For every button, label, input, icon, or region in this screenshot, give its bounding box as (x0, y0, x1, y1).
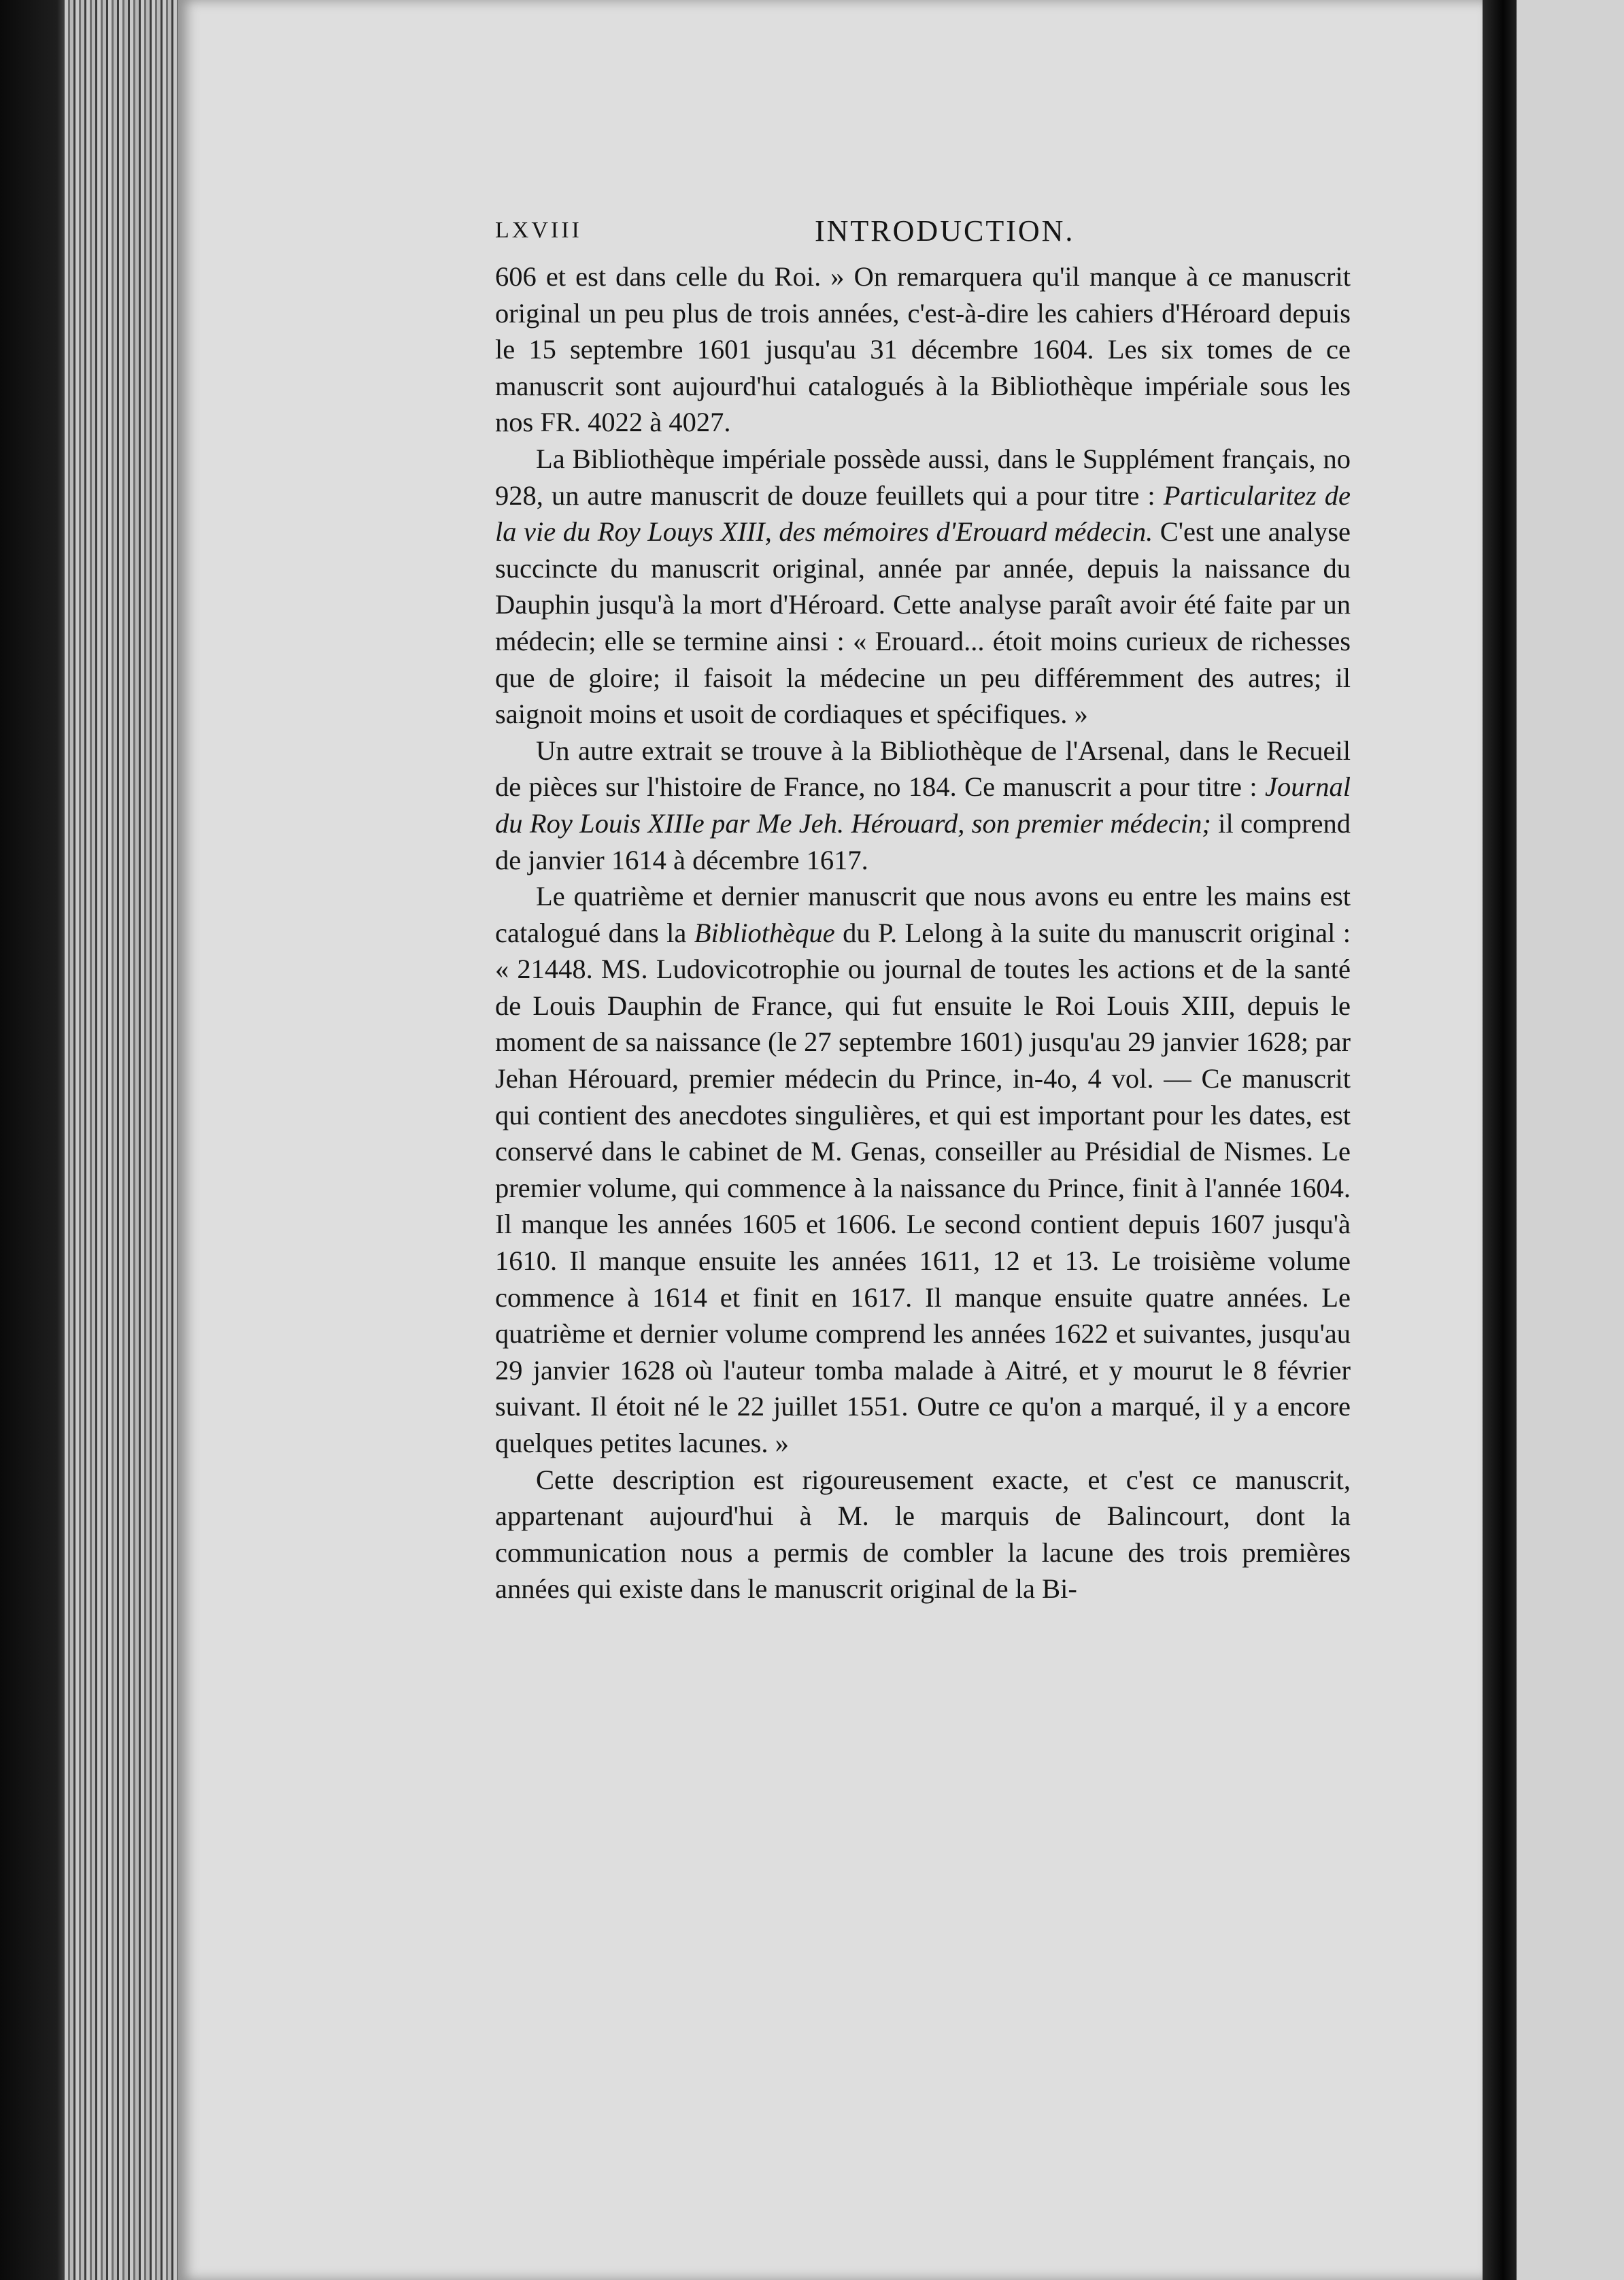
italic-title: Particularitez de la vie du Roy Louys XIII, des mémoires d'Erouard médecin. (495, 480, 1351, 548)
book-gutter (1483, 0, 1517, 2280)
text-run: 606 et est dans celle du Roi. » On remarquera qu'il manque à ce manuscrit original un peu plus de trois années, c'est-à-dire les cahiers d'Héroard depuis le 15 septembre 1601 jusqu'au 31 décembre 1604. Les six tomes de ce manuscrit sont aujourd'hui catalogués à la Bibliothèque impériale sous les nos FR. 4022 à 4027. (495, 261, 1351, 438)
paragraph (495, 733, 1351, 878)
italic-title: Bibliothèque (694, 917, 835, 948)
paragraph (495, 258, 1351, 441)
paragraph (495, 1462, 1351, 1607)
text-run: Un autre extrait se trouve à la Bibliothèque de l'Arsenal, dans le Recueil de pièces sur l'histoire de France, no 184. Ce manuscrit a pour titre : (495, 735, 1351, 803)
text-run: du P. Lelong à la suite du manuscrit original : « 21448. MS. Ludovicotrophie ou journal de toutes les actions et de la santé de Louis Dauphin de France, qui fut ensuite le Roi Louis XIII, depuis le moment de sa naissance (le 27 septembre 1601) jusqu'au 29 janvier 1628; par Jehan Hérouard, premier médecin du Prince, in-4o, 4 vol. — Ce manuscrit qui contient des anecdotes singulières, et qui est important pour les dates, est conservé dans le cabinet de M. Genas, conseiller au Présidial de Nismes. Le premier volume, qui commence à la naissance du Prince, finit à l'année 1604. Il manque les années 1605 et 1606. Le second contient depuis 1607 jusqu'à 1610. Il manque ensuite les années 1611, 12 et 13. Le troisième volume commence à 1614 et finit en 1617. Il manque ensuite quatre années. Le quatrième et dernier volume comprend les années 1622 et suivantes, jusqu'au 29 janvier 1628 où l'auteur tomba malade à Aitré, et y mourut le 8 février suivant. Il étoit né le 22 juillet 1551. Outre ce qu'on a marqué, il y a encore quelques petites lacunes. » (495, 917, 1351, 1458)
running-title: INTRODUCTION. (815, 214, 1075, 248)
text-run: C'est une analyse succincte du manuscrit original, année par année, depuis la naissance du Dauphin jusqu'à la mort d'Héroard. Cette analyse paraît avoir été faite par un médecin; elle se termine ainsi : « Erouard... étoit moins curieux de richesses que de gloire; il faisoit la médecine un peu différemment des autres; il saignoit moins et usoit de cordiaques et spécifiques. » (495, 516, 1351, 730)
text-run: il comprend de janvier 1614 à décembre 1617. (495, 807, 1351, 875)
text-run: La Bibliothèque impériale possède aussi, dans le Supplément français, no 928, un autre manuscrit de douze feuillets qui a pour titre : (495, 443, 1351, 511)
text-run: Le quatrième et dernier manuscrit que nous avons eu entre les mains est catalogué dans la (495, 881, 1351, 948)
text-run: Cette description est rigoureusement exacte, et c'est ce manuscrit, appartenant aujourd'hui à M. le marquis de Balincourt, dont la communication nous a permis de combler la lacune des trois premières années qui existe dans le manuscrit original de la Bi- (495, 1464, 1351, 1605)
paragraph (495, 441, 1351, 733)
paragraph (495, 878, 1351, 1462)
body-text (495, 258, 1351, 1607)
text-block (495, 214, 1351, 1607)
italic-title: Journal du Roy Louis XIIIe par Me Jeh. Hérouard, son premier médecin; (495, 771, 1351, 839)
running-head (495, 214, 1351, 258)
page-number: LXVIII (495, 218, 582, 243)
stacked-page-edges (65, 0, 187, 2280)
next-page-edge (1517, 0, 1624, 2280)
